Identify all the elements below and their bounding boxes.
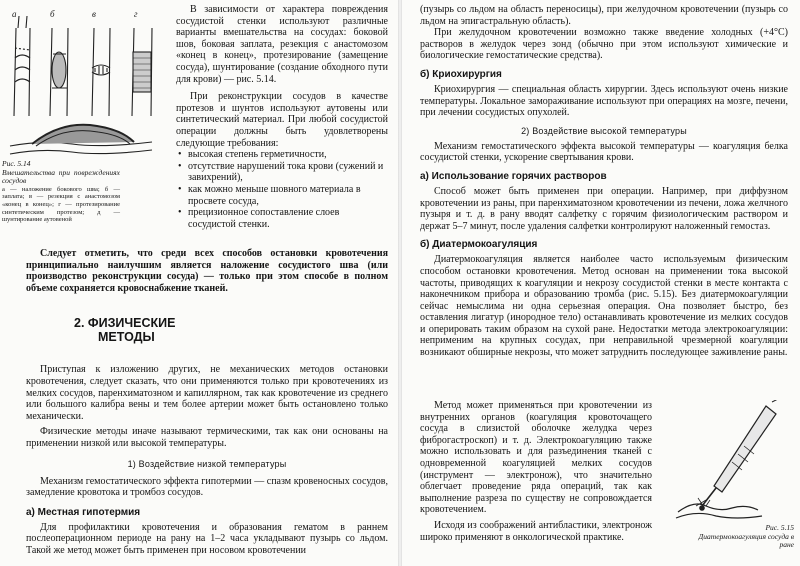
vessel-surgery-illustration [2,8,172,158]
requirements-list [176,149,388,230]
physical-definition-paragraph: Физические методы иначе называют термическими, так как они основаны на применении низкой или высокой температуры. [26,426,388,449]
antiblastic-paragraph: Исходя из соображений антибластики, электронож широко применяют в онкологической практике. [420,519,652,543]
diathermocoagulation-text: Диатермокоагуляция является наиболее часто используемым физическим способом остановки кровотечения. Метод основан на применении тока высокой частоты, приводящих к коагуляции и некрозу сосудистой стенки в месте контакта с наконечником прибора и образованию тромба (рис. 5.15). Без диатермокоагуляции сейчас немыслима ни одна серьезная операция. Она позволяет быстро, без оставления лигатур (инородное тело) останавливать кровотечение из мелких сосудов и оперировать таким образом на сухой ране. Недостатки метода электрокоагуляции: неприменим на крупных сосудах, при неправильной чрезмерной коагуляции возникают обширные некрозы, что может затруднить последующее заживление раны. [420,254,788,359]
figure-5-15-caption [690,524,794,550]
fig-part-label-a: а [12,9,17,19]
subsection-low-temperature: 1) Воздействие низкой температуры [127,458,287,469]
figure-label: Рис. 5.15 [765,523,794,532]
intervention-paragraph: В зависимости от характера повреждения сосудистой стенки используют различные варианты вмешательства на сосудах: боковой шов, боковая заплата, резекция с анастомозом «конец в конец», протезирование (замещение сосуда), шунтирование (создание обходного пути для крови) — рис. 5.14. [176,4,388,85]
list-item: • отсутствие нарушений тока крови (сужений и завихрений), [188,161,388,184]
right-upper-column [420,4,788,359]
vessel-b-drawing [50,28,68,116]
section-heading [74,316,388,344]
low-temp-mechanism: Механизм гемостатического эффекта гипотермии — спазм кровеносных сосудов, замедление кровотока и тромбоз сосудов. [26,475,388,499]
subsection-high-temperature: 2) Воздействие высокой температуры [521,125,687,136]
list-item: • прецизионное сопоставление слоев сосудистой стенки. [188,207,388,230]
cryosurgery-text: Криохирургия — специальная область хирургии. Здесь используют очень низкие температуры. Локальное замораживание используют при операциях на мозге, печени, при лечении сосудистых опухолей. [420,83,788,119]
list-item: • как можно меньше шовного материала в просвете сосуда, [188,184,388,207]
high-temp-mechanism: Механизм гемостатического эффекта высокой температуры — коагуляция белка сосудистой стенки, ускорение свертывания крови. [420,140,788,164]
left-upper-column [176,4,388,230]
figure-label: Рис. 5.14 [2,159,31,168]
figure-title: Вмешательства при повреждениях сосудов [2,167,120,186]
section-number: 2. [74,316,85,331]
bypass-drawing [10,125,152,154]
figure-legend: а — наложение бокового шва; б — заплата; в — резекция с анастомозом «конец в конец»; г — протезирование синтетическим протезом; д — шунтирование аутовеной [2,185,120,224]
vessel-c-drawing [92,28,110,116]
section-title-line2: МЕТОДЫ [98,330,155,345]
gastric-paragraph: При желудочном кровотечении возможно также введение холодных (+4°С) растворов в желудок через зонд (обычно при этом используют химические и биологические гемостатические средства). [420,27,788,62]
reconstruction-paragraph: При реконструкции сосудов в качестве протезов и шунтов используют аутовены или синтетический материал. При любой сосудистой операции должны быть удовлетворены следующие требования: [176,91,388,149]
fig-part-label-d: г [134,9,138,19]
right-page [402,0,800,566]
figure-title: Диатермокоагуляция сосуда в ране [698,531,794,550]
local-hypothermia-text: Для профилактики кровотечения и образования гематом в раннем послеоперационном периоде на рану на 1–2 часа укладывают пузырь со льдом. Такой же метод может быть применен при носовом кровотечении [26,521,388,556]
left-lower-column [26,248,388,557]
hot-solutions-heading: а) Использование горячих растворов [420,170,607,182]
diathermocoagulation-heading: б) Диатермокоагуляция [420,239,538,251]
local-hypothermia-heading: а) Местная гипотермия [26,506,141,518]
physical-intro-paragraph: Приступая к изложению других, не механических методов остановки кровотечения, следует сказать, что они применяются только при кровотечениях из мелких сосудов, паренхиматозном и капиллярном, так как кровотечение из среднего или большого калибра вены и тем более артерии может быть остановлено только механически. [26,364,388,422]
vessel-a-drawing [14,16,30,116]
continuation-paragraph: (пузырь со льдом на область переносицы), при желудочном кровотечении (пузырь со льдом на эпигастральную область). [420,4,788,27]
cryosurgery-heading: б) Криохирургия [420,68,502,80]
diathermocoagulation-illustration [672,400,792,522]
list-item: • высокая степень герметичности, [188,149,388,161]
hot-solutions-text: Способ может быть применен при операции. Например, при диффузном кровотечении из раны, при паренхиматозном кровотечении из печени, ложа желчного пузыря и т. д. в рану вводят салфетку с горячим физиологическим раствором и держат 5–7 минут, после удаления салфетки контролируют наложенный гемостаз. [420,185,788,232]
fig-part-label-c: в [92,9,96,19]
note-paragraph: Следует отметить, что среди всех способов остановки кровотечения принципиально наилучшим является наложение сосудистого шва (или производство реконструкции сосуда) — только при этом способе в полном объеме сохраняется кровоснабжение тканей. [26,248,388,294]
fig-part-label-b: б [50,9,55,19]
right-lower-column [420,400,652,543]
method-paragraph: Метод может применяться при кровотечении из внутренних органов (коагуляция кровоточащего сосуда в слизистой оболочке желудка через фиброгастроскоп) и т. д. Электрокоагуляцию также можно использовать и для разъединения тканей с одновременной коагуляцией мелких сосудов (инструмент — электронож), что значительно облегчает проведение ряда операций, так как выполнение разреза по существу не сопровождается кровотечением. [420,400,652,516]
section-title-line1: ФИЗИЧЕСКИЕ [87,316,176,331]
figure-5-14-caption [2,160,120,224]
vessel-d-drawing [132,28,152,116]
